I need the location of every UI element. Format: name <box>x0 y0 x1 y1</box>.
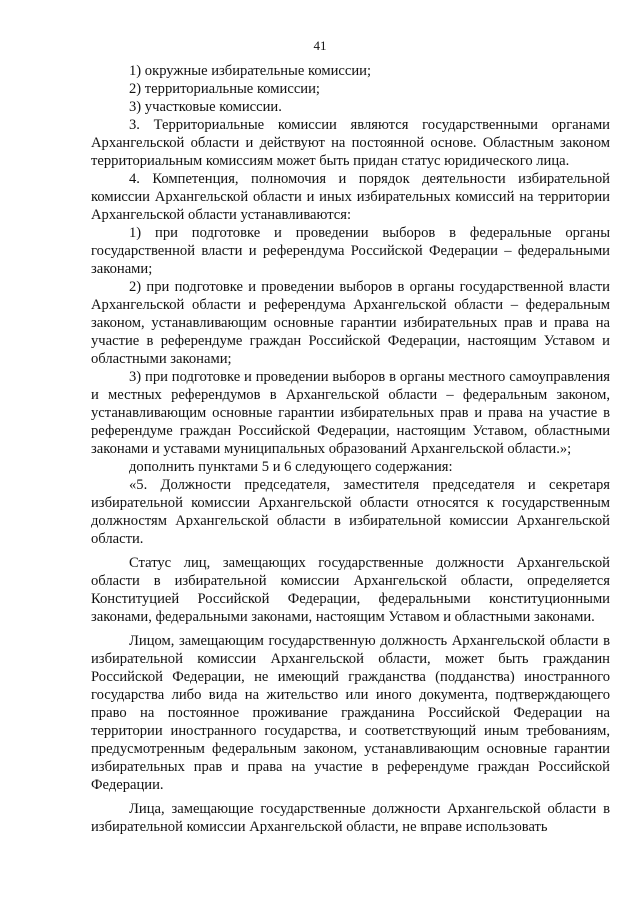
paragraph: 4. Компетенция, полномочия и порядок деятельности избирательной комиссии Архангельской области и иных избирательных комиссий на территории Архангельской области устанавливаются: <box>91 171 610 223</box>
paragraph: Лицом, замещающим государственную должность Архангельской области в избирательной комиссии Архангельской области, может быть гражданин Российской Федерации, не имеющий гражданства (подданства) иностранного государства либо вида на жительство или иного документа, подтверждающего право на постоянное проживание гражданина Российской Федерации на территории иностранного государства, и соответствующий иным требованиям, предусмотренным федеральным законом, устанавливающим основные гарантии избирательных прав и права на участие в референдуме граждан Российской Федерации. <box>91 633 610 793</box>
paragraph: 3) при подготовке и проведении выборов в органы местного самоуправления и местных референдумов в Архангельской области – федеральным законом, устанавливающим основные гарантии избирательных прав и права на участие в референдуме граждан Российской Федерации, настоящим Уставом, областными законами и уставами муниципальных образований Архангельской области.»; <box>91 369 610 457</box>
paragraph: 3) участковые комиссии. <box>129 99 282 115</box>
paragraph: 1) окружные избирательные комиссии; <box>129 63 372 79</box>
paragraph: «5. Должности председателя, заместителя председателя и секретаря избирательной комиссии Архангельской области относятся к государственным должностям Архангельской области в избирательной комиссии Архангельской области. <box>91 477 610 547</box>
paragraph: 2) территориальные комиссии; <box>129 81 320 97</box>
page-number: 41 <box>313 38 327 53</box>
document-body <box>91 62 610 836</box>
paragraph: 1) при подготовке и проведении выборов в федеральные органы государственной власти и референдума Российской Федерации – федеральными законами; <box>91 225 610 277</box>
paragraph: Статус лиц, замещающих государственные должности Архангельской области в избирательной комиссии Архангельской области, определяется Конституцией Российской Федерации, федеральными конституционными законами, федеральными законами, настоящим Уставом и областными законами. <box>91 555 610 625</box>
paragraph: 2) при подготовке и проведении выборов в органы государственной власти Архангельской области и референдума Архангельской области – федеральным законом, устанавливающим основные гарантии избирательных прав и права на участие в референдуме граждан Российской Федерации, настоящим Уставом и областными законами; <box>91 279 610 367</box>
paragraph: дополнить пунктами 5 и 6 следующего содержания: <box>129 459 453 475</box>
paragraph: Лица, замещающие государственные должности Архангельской области в избирательной комиссии Архангельской области, не вправе использовать <box>91 801 610 835</box>
paragraph: 3. Территориальные комиссии являются государственными органами Архангельской области и действуют на постоянной основе. Областным законом территориальным комиссиям может быть придан статус юридического лица. <box>91 117 610 169</box>
